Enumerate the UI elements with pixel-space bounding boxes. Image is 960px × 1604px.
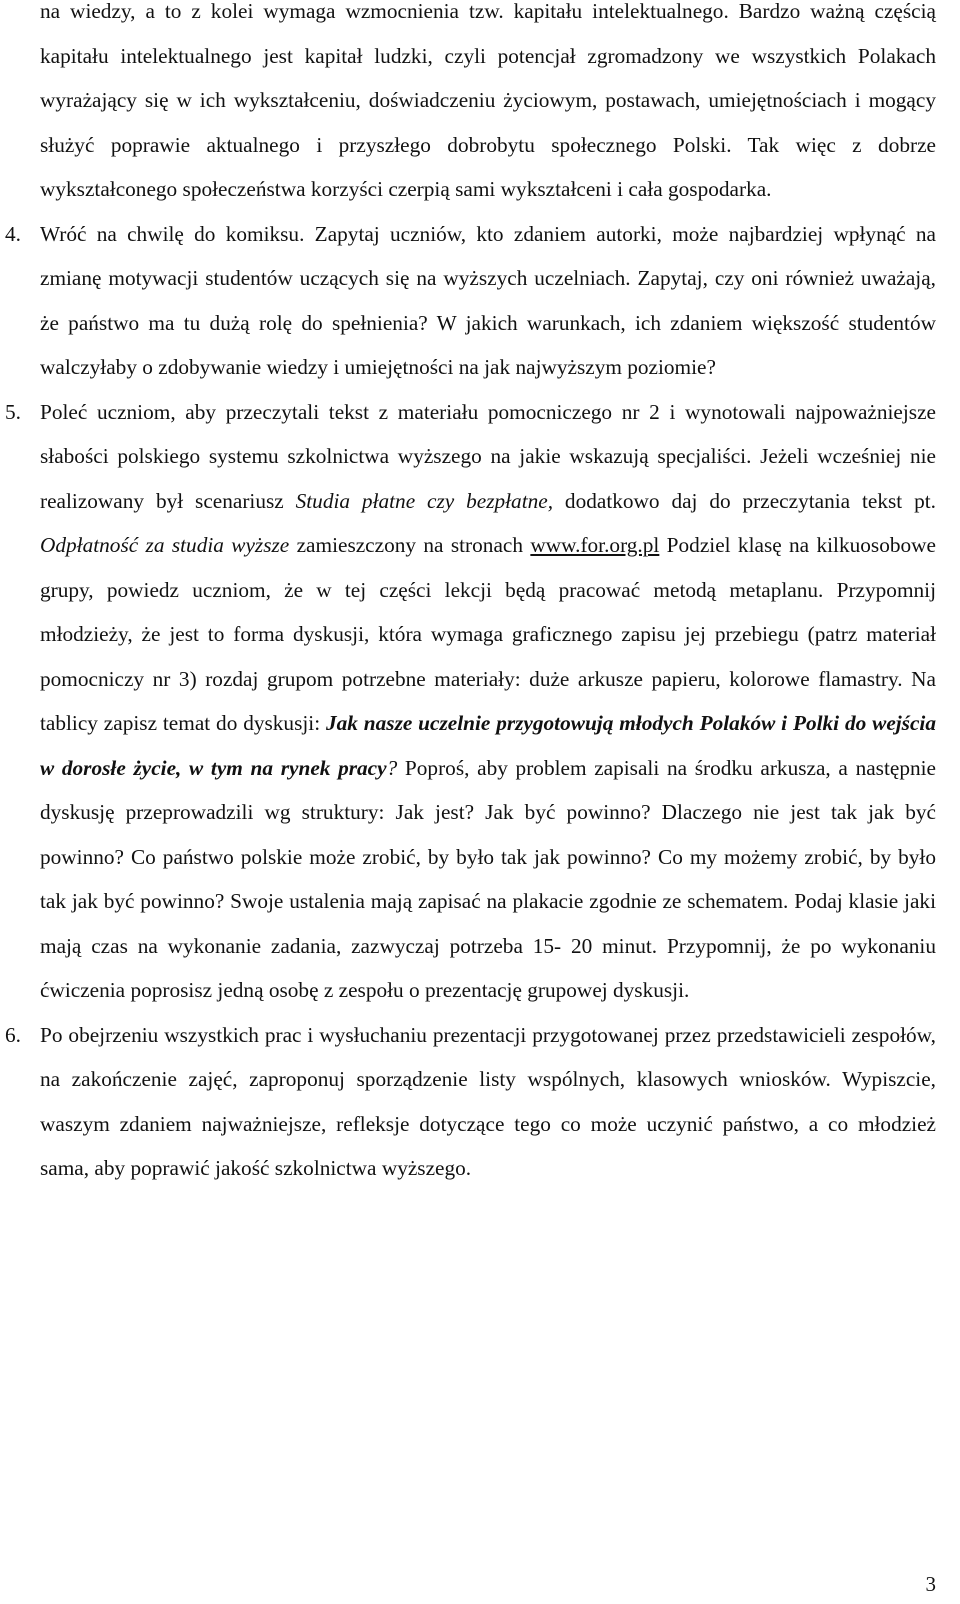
item-text-part: Podziel klasę na kilkuosobowe grupy, powiedz uczniom, że w tej części lekcji będą pracować metodą metaplanu. Przypomnij młodzieży, że jest to forma dyskusji, która wymaga graficznego zapisu jej przebiegu (patrz materiał pomocniczy nr 3) rozdaj grupom potrzebne materiały: duże arkusze papieru, kolorowe flamastry. Na tablicy zapisz temat do dyskusji:	[40, 533, 936, 735]
item-text-part: dodatkowo daj do przeczytania tekst pt.	[553, 488, 936, 513]
item-text-part: zamieszczony na stronach	[289, 533, 531, 557]
item-text: Wróć na chwilę do komiksu. Zapytaj uczniów, kto zdaniem autorki, może najbardziej wpłynąć na zmianę motywacji studentów uczących się na wyższych uczelniach. Zapytaj, czy oni również uważają, że państwo ma tu dużą rolę do spełnienia? W jakich warunkach, ich zdaniem większość studentów walczyłaby o zdobywanie wiedzy i umiejętności na jak najwyższym poziomie?	[40, 221, 936, 379]
italic-title-odplatnosc: Odpłatność za studia wyższe	[40, 533, 290, 557]
document-body	[5, 0, 936, 1191]
italic-title-studia: Studia płatne czy bezpłatne,	[295, 488, 554, 513]
item-number: 4.	[5, 221, 21, 246]
list-item-5	[5, 390, 936, 1013]
list-item-6	[5, 1013, 936, 1191]
website-link[interactable]: www.for.org.pl	[530, 533, 660, 557]
item-text-part: Poleć uczniom, aby przeczytali tekst z materiału pomocniczego nr 2 i wynotowali najpoważniejsze słabości polskiego systemu szkolnictwa wyższego na jakie wskazują specjaliści. Jeżeli wcześniej nie realizowany był scenariusz	[40, 399, 936, 513]
item-number: 6.	[5, 1022, 21, 1047]
item-text-part: Poproś, aby problem zapisali na środku arkusza, a następnie dyskusję przeprowadzili wg struktury: Jak jest? Jak być powinno? Dlaczego nie jest tak jak być powinno? Co państwo polskie może zrobić, by było tak jak powinno? Co my możemy zrobić, by było tak jak być powinno? Swoje ustalenia mają zapisać na plakacie zgodnie ze schematem. Podaj klasie jaki mają czas na wykonanie zadania, zazwyczaj potrzeba 15- 20 minut. Przypomnij, że po wykonaniu ćwiczenia poprosisz jedną osobę z zespołu o prezentację grupowej dyskusji.	[40, 755, 936, 1002]
item-number: 5.	[5, 399, 21, 424]
item-text: Po obejrzeniu wszystkich prac i wysłuchaniu prezentacji przygotowanej przez przedstawicieli zespołów, na zakończenie zajęć, zaproponuj sporządzenie listy wspólnych, klasowych wniosków. Wypiszcie, waszym zdaniem najważniejsze, refleksje dotyczące tego co może uczynić państwo, a co młodzież sama, aby poprawić jakość szkolnictwa wyższego.	[40, 1022, 936, 1180]
intro-paragraph: na wiedzy, a to z kolei wymaga wzmocnienia tzw. kapitału intelektualnego. Bardzo ważną częścią kapitału intelektualnego jest kapitał ludzki, czyli potencjał zgromadzony we wszystkich Polakach wyrażający się w ich wykształceniu, doświadczeniu życiowym, postawach, umiejętnościach i mogący służyć poprawie aktualnego i przyszłego dobrobytu społecznego Polski. Tak więc z dobrze wykształconego społeczeństwa korzyści czerpią sami wykształceni i cała gospodarka.	[40, 0, 936, 201]
page-number: 3	[925, 1572, 936, 1596]
topic-question-mark: ?	[386, 755, 398, 780]
list-item-4	[5, 212, 936, 390]
discussion-topic: Jak nasze uczelnie przygotowują młodych Polaków i Polki do wejścia w dorosłe życie, w tym na rynek pracy	[40, 711, 936, 780]
